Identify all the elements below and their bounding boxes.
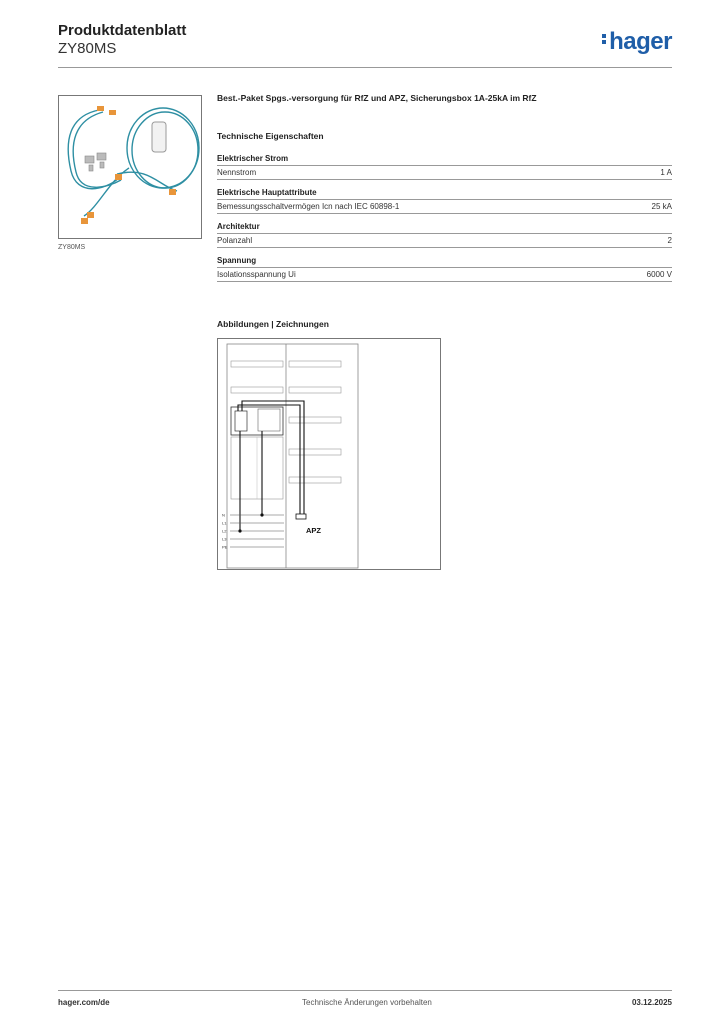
cable-set-icon [59,96,201,238]
bus-label: N [222,512,225,518]
bus-label: L2 [222,528,227,534]
spec-group-title: Elektrischer Strom [217,154,672,166]
spec-content [217,93,672,290]
spec-group [217,154,672,180]
page-title: Produktdatenblatt [58,22,187,39]
spec-group [217,222,672,248]
spec-row [217,166,672,180]
product-title: Best.-Paket Spgs.-versorgung für RfZ und APZ, Sicherungsbox 1A-25kA im RfZ [217,93,537,103]
spec-group-title: Elektrische Hauptattribute [217,188,672,200]
footer-date: 03.12.2025 [631,998,672,1007]
spec-group [217,188,672,214]
spec-group-title: Architektur [217,222,672,234]
header-divider [58,67,672,68]
spec-group-title: Spannung [217,256,672,268]
footer-website[interactable]: hager.com/de [58,998,110,1007]
product-code: ZY80MS [58,40,117,57]
spec-value: 6000 V [646,270,672,279]
spec-label: Nennstrom [217,168,257,177]
image-caption: ZY80MS [58,244,86,251]
bus-label: PE [222,544,228,550]
wiring-drawing [217,338,441,570]
spec-row [217,268,672,282]
spec-label: Bemessungsschaltvermögen Icn nach IEC 60898-1 [217,202,400,211]
footer-divider [58,990,672,991]
wiring-diagram-icon [218,339,440,569]
spec-value: 2 [667,236,672,245]
spec-label: Polanzahl [217,236,253,245]
bus-label: L1 [222,520,227,526]
spec-row [217,200,672,214]
tech-heading: Technische Eigenschaften [217,131,324,141]
logo-text: hager [609,28,672,55]
footer-note: Technische Änderungen vorbehalten [302,998,432,1007]
product-image [58,95,202,239]
spec-value: 1 A [660,168,672,177]
logo-dots-icon [602,32,607,46]
spec-value: 25 kA [651,202,672,211]
figures-heading: Abbildungen | Zeichnungen [217,319,329,329]
apz-label: APZ [306,526,321,535]
spec-label: Isolationsspannung Ui [217,270,296,279]
spec-group [217,256,672,282]
bus-label: L3 [222,536,227,542]
spec-row [217,234,672,248]
hager-logo [602,28,672,56]
